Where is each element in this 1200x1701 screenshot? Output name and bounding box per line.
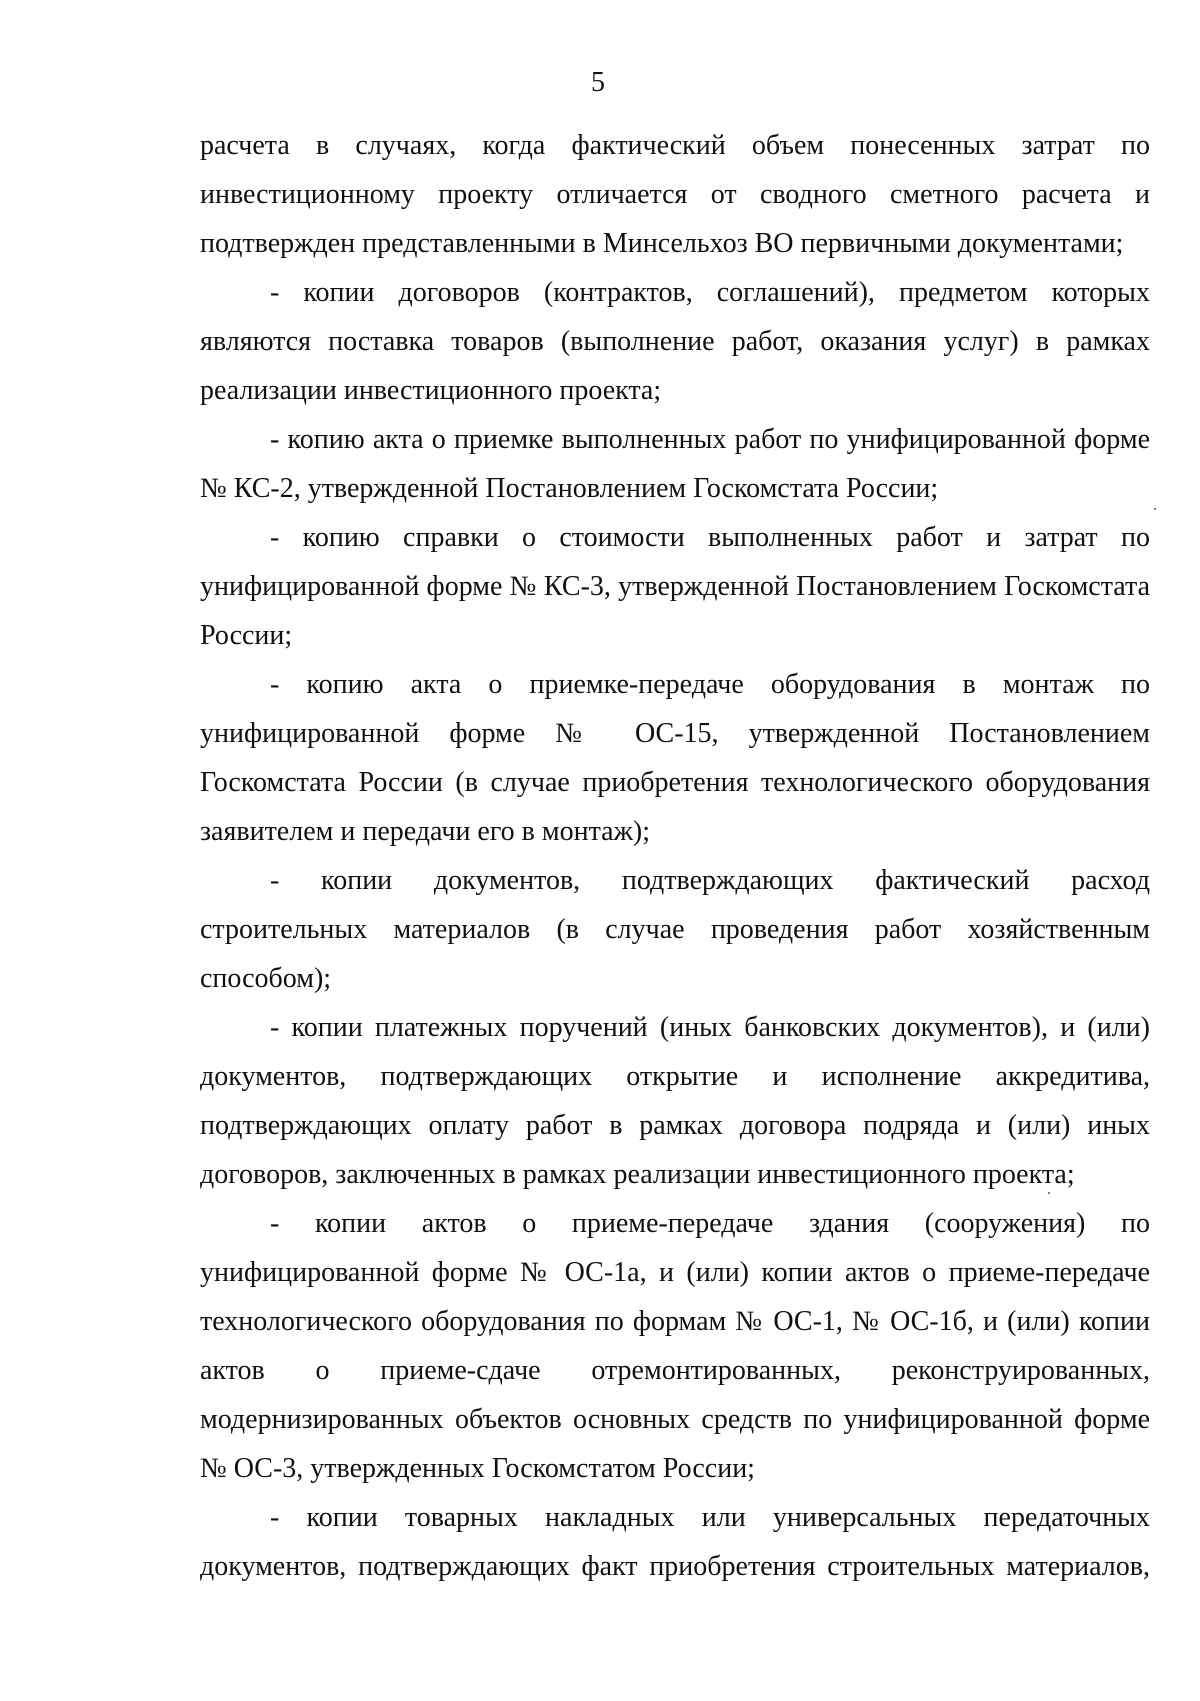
scan-speck bbox=[1048, 1192, 1050, 1194]
document-body bbox=[200, 121, 1150, 1591]
list-item-payments: - копии платежных поручений (иных банковских документов), и (или) документов, подтверждающих открытие и исполнение аккредитива, подтверждающих оплату работ в рамках договора подряда и (или) иных договоров, заключенных в рамках реализации инвестиционного проекта; bbox=[200, 1012, 1150, 1190]
list-item-ks3: - копию справки о стоимости выполненных работ и затрат по унифицированной форме № КС-3, утвержденной Постановлением Госкомстата России; bbox=[200, 522, 1150, 651]
list-item-invoices: - копии товарных накладных или универсальных передаточных документов, подтверждающих факт приобретения строительных материалов, bbox=[200, 1502, 1150, 1582]
page-number: 5 bbox=[591, 67, 605, 98]
list-item-ks2: - копию акта о приемке выполненных работ по унифицированной форме № КС-2, утвержденной Постановлением Госкомстата России; bbox=[200, 424, 1150, 504]
paragraph-continuation: расчета в случаях, когда фактический объем понесенных затрат по инвестиционному проекту отличается от сводного сметного расчета и подтвержден представленными в Минсельхоз ВО первичными документами; bbox=[200, 130, 1150, 259]
list-item-acceptance-acts: - копии актов о приеме-передаче здания (сооружения) по унифицированной форме № ОС-1а, и (или) копии актов о приеме-передаче технологического оборудования по формам № ОС-1, № ОС-1б, и (или) копии актов о приеме-сдаче отремонтированных, реконструированных, модернизированных объектов основных средств по унифицированной форме № ОС-3, утвержденных Госкомстатом России; bbox=[200, 1208, 1150, 1484]
scan-speck bbox=[1154, 508, 1156, 510]
list-item-os15: - копию акта о приемке-передаче оборудования в монтаж по унифицированной форме № ОС-15, утвержденной Постановлением Госкомстата России (в случае приобретения технологического оборудования заявителем и передачи его в монтаж); bbox=[200, 669, 1150, 847]
list-item-contracts: - копии договоров (контрактов, соглашений), предметом которых являются поставка товаров (выполнение работ, оказания услуг) в рамках реализации инвестиционного проекта; bbox=[200, 277, 1150, 406]
list-item-materials: - копии документов, подтверждающих фактический расход строительных материалов (в случае проведения работ хозяйственным способом); bbox=[200, 865, 1150, 994]
